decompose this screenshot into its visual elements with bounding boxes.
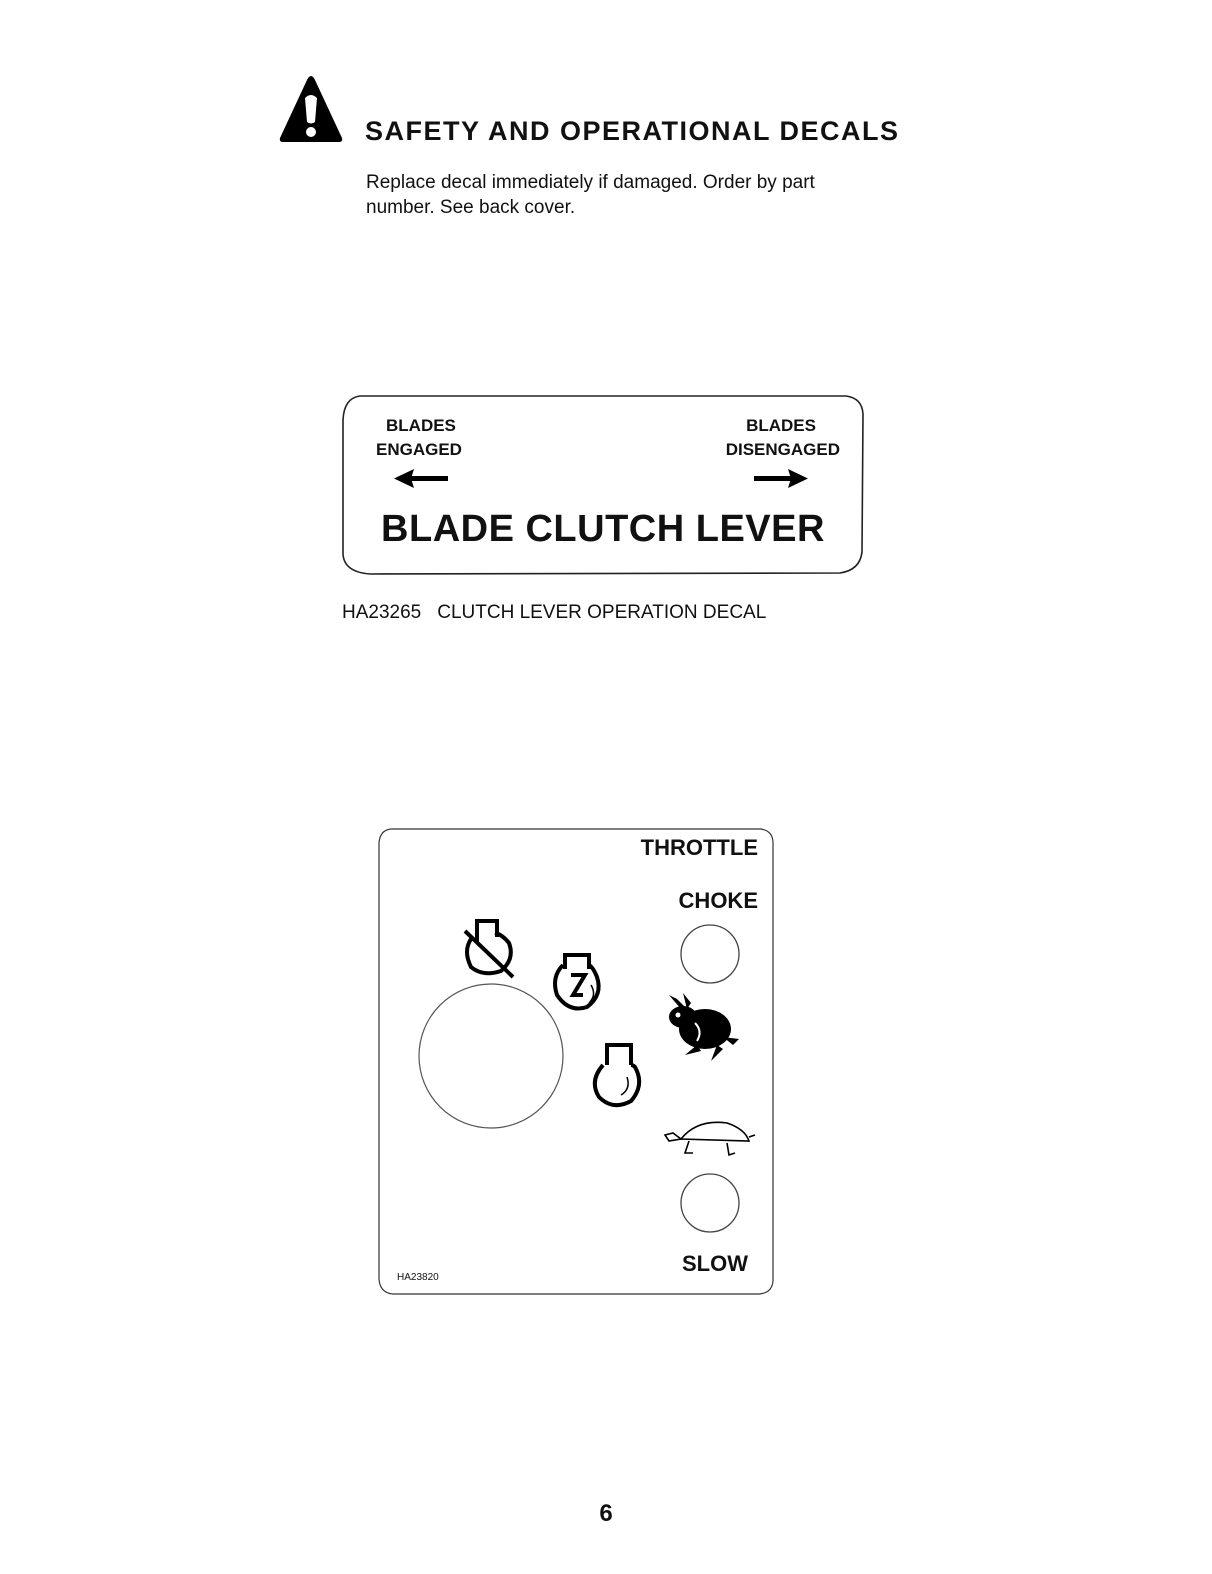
engine-start-icon [555, 955, 599, 1009]
arrow-right-icon [752, 468, 808, 490]
clutch-decal-caption [342, 602, 766, 624]
caption-description: CLUTCH LEVER OPERATION DECAL [437, 602, 767, 623]
intro-text: Replace decal immediately if damaged. Order by part number. See back cover. [366, 172, 815, 218]
warning-triangle-icon [278, 74, 344, 144]
slow-hole [681, 1174, 739, 1232]
decal-part-number: HA23820 [397, 1272, 439, 1283]
page-title: SAFETY AND OPERATIONAL DECALS [365, 116, 900, 146]
arrow-left-icon [394, 468, 450, 490]
blades-disengaged-label-line2: DISENGAGED [725, 440, 840, 459]
slow-label: SLOW [682, 1251, 748, 1276]
engine-stop-icon [465, 921, 513, 977]
turtle-slow-icon [665, 1122, 755, 1155]
decal-title: BLADE CLUTCH LEVER [381, 508, 825, 550]
throttle-label: THROTTLE [640, 835, 758, 860]
caption-part-number: HA23265 [342, 602, 422, 623]
blades-engaged-label-line2: ENGAGED [376, 440, 462, 459]
ignition-key-hole [419, 984, 563, 1128]
choke-hole [681, 925, 739, 983]
throttle-choke-decal [377, 827, 775, 1295]
engine-run-icon [595, 1045, 639, 1105]
choke-label: CHOKE [678, 888, 758, 913]
blades-engaged-label-line1: BLADES [386, 416, 456, 435]
page-number: 6 [599, 1500, 613, 1527]
blades-disengaged-label-line1: BLADES [746, 416, 816, 435]
rabbit-fast-icon [669, 993, 739, 1061]
clutch-lever-decal [340, 394, 866, 576]
